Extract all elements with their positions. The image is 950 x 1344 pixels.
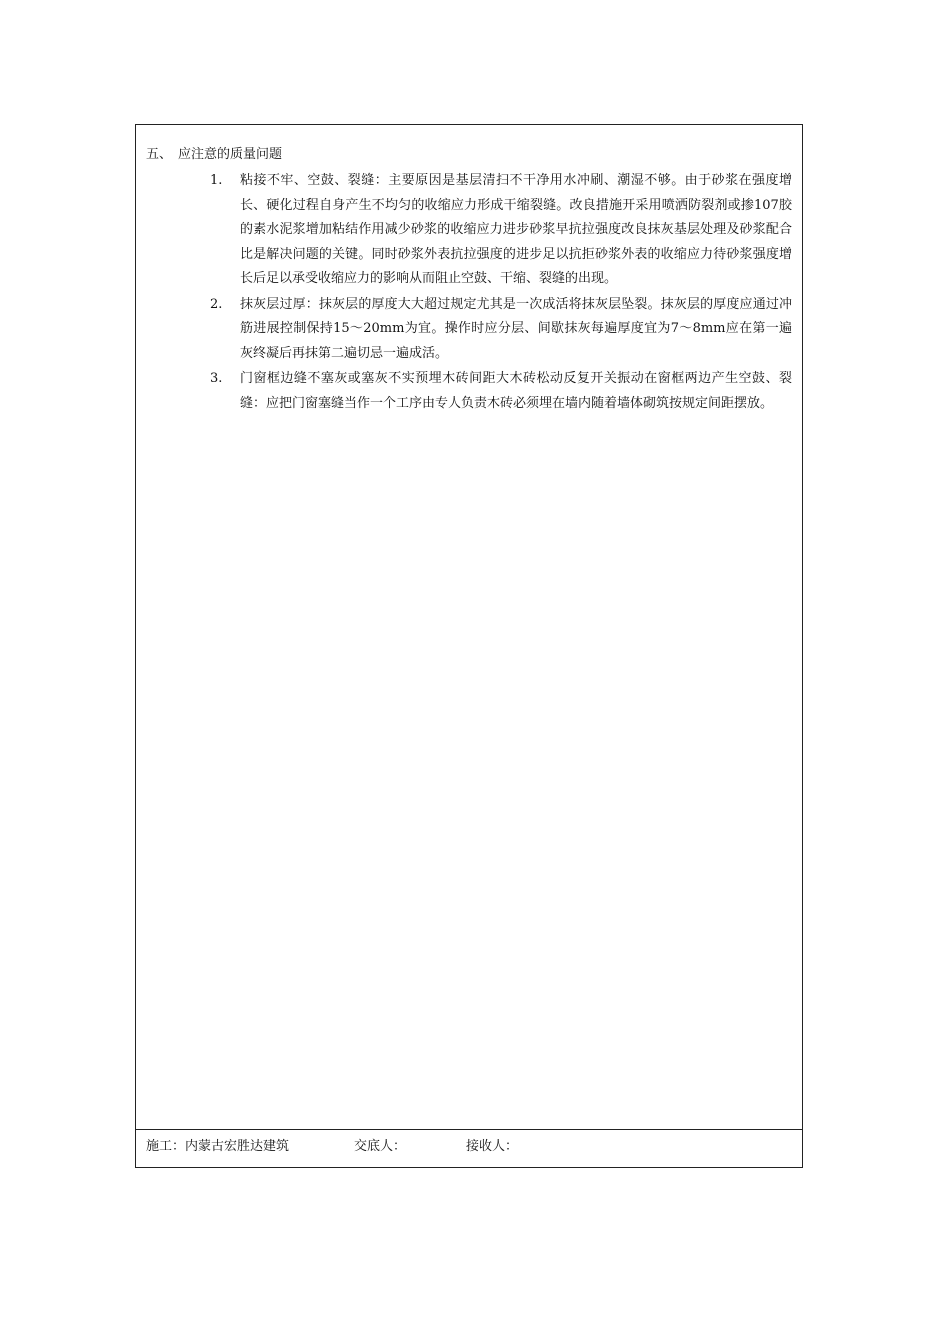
document-body	[136, 125, 802, 1131]
issue-list	[146, 169, 792, 416]
list-item	[146, 367, 792, 416]
signature-footer	[136, 1129, 802, 1167]
item-text: 抹灰层过厚：抹灰层的厚度大大超过规定尤其是一次成活将抹灰层坠裂。抹灰层的厚度应通过冲筋进展控制保持15～20mm为宜。操作时应分层、间歇抹灰每遍厚度宜为7～8mm应在第一遍灰终凝后再抹第二遍切忌一遍成活。	[240, 296, 792, 361]
item-number: 2.	[210, 296, 223, 312]
section-number: 五、	[146, 147, 173, 162]
list-item	[146, 169, 792, 292]
builder-label: 施工：内蒙古宏胜达建筑	[146, 1139, 290, 1154]
item-number: 3.	[210, 371, 223, 386]
receiver-label: 接收人：	[466, 1139, 519, 1154]
section-heading	[146, 145, 792, 165]
item-text: 粘接不牢、空鼓、裂缝：主要原因是基层清扫不干净用水冲刷、潮湿不够。由于砂浆在强度增长、硬化过程自身产生不均匀的收缩应力形成干缩裂缝。改良措施开采用喷洒防裂剂或掺107胶的素水泥浆增加粘结作用减少砂浆的收缩应力进步砂浆早抗拉强度改良抹灰基层处理及砂浆配合比是解决问题的关键。同时砂浆外表抗拉强度的进步足以抗拒砂浆外表的收缩应力待砂浆强度增长后足以承受收缩应力的影响从而阻止空鼓、干缩、裂缝的出现。	[240, 173, 792, 286]
document-sheet	[135, 124, 803, 1168]
section-title: 应注意的质量问题	[178, 147, 283, 162]
item-text: 门窗框边缝不塞灰或塞灰不实预埋木砖间距大木砖松动反复开关振动在窗框两边产生空鼓、裂缝：应把门窗塞缝当作一个工序由专人负责木砖必须埋在墙内随着墙体砌筑按规定间距摆放。	[240, 371, 792, 411]
handover-person-label: 交底人：	[354, 1139, 407, 1154]
list-item	[146, 293, 792, 367]
item-number: 1.	[210, 173, 223, 188]
